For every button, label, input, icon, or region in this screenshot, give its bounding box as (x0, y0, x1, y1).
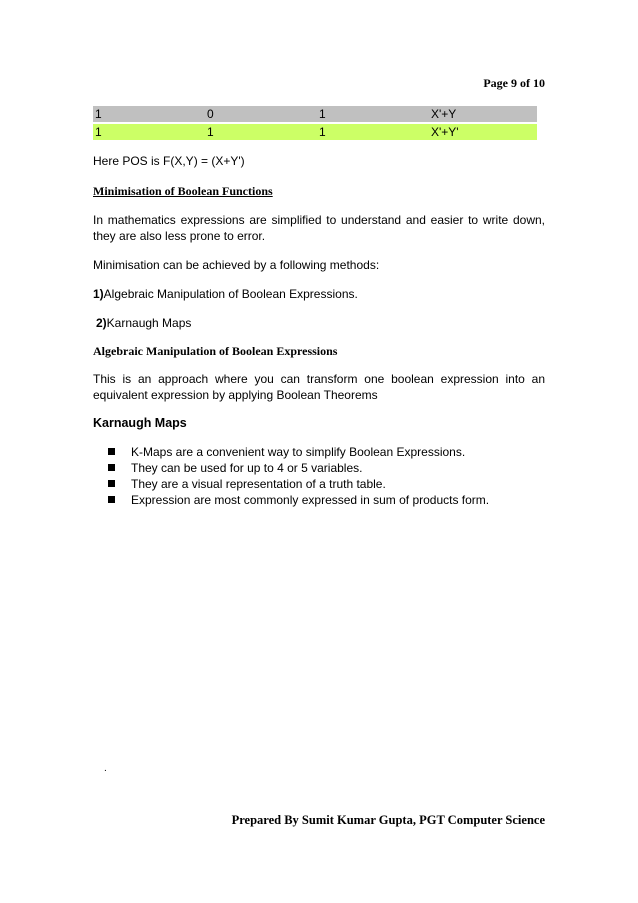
list-item: K-Maps are a convenient way to simplify Boolean Expressions. (107, 444, 489, 460)
table-cell: 1 (317, 106, 429, 122)
stray-mark: . (104, 763, 107, 774)
table-cell: 1 (317, 124, 429, 140)
section-heading-algebraic: Algebraic Manipulation of Boolean Expressions (93, 344, 338, 358)
method-number: 2) (96, 316, 107, 330)
table-cell: X'+Y' (429, 124, 537, 140)
method-item-1 (93, 286, 358, 302)
table-cell: 0 (205, 106, 317, 122)
square-bullet-icon (108, 464, 115, 471)
table-row (93, 106, 537, 122)
section-heading-karnaugh: Karnaugh Maps (93, 416, 187, 430)
list-item: They can be used for up to 4 or 5 variables. (107, 460, 489, 476)
method-label: Algebraic Manipulation of Boolean Expressions. (103, 287, 358, 301)
table-cell: 1 (93, 106, 205, 122)
method-label: Karnaugh Maps (106, 316, 192, 330)
method-item-2 (96, 315, 191, 331)
method-number: 1) (93, 287, 104, 301)
list-item: Expression are most commonly expressed in sum of products form. (107, 492, 489, 508)
paragraph-simplification: In mathematics expressions are simplified to understand and easier to write down, they are also less prone to error. (93, 213, 545, 243)
table-cell: 1 (205, 124, 317, 140)
page-number: Page 9 of 10 (483, 76, 545, 90)
square-bullet-icon (108, 496, 115, 503)
truth-table (93, 104, 537, 142)
table-cell: X'+Y (429, 106, 537, 122)
footer-credit: Prepared By Sumit Kumar Gupta, PGT Computer Science (231, 813, 545, 827)
pos-line: Here POS is F(X,Y) = (X+Y') (93, 154, 245, 168)
list-item: They are a visual representation of a truth table. (107, 476, 489, 492)
section-heading-minimisation: Minimisation of Boolean Functions (93, 184, 273, 198)
bullet-list (107, 444, 489, 508)
square-bullet-icon (108, 480, 115, 487)
paragraph-algebraic: This is an approach where you can transform one boolean expression into an equivalent expression by applying Boolean Theorems (93, 372, 545, 402)
paragraph-methods: Minimisation can be achieved by a following methods: (93, 258, 380, 272)
table-row (93, 124, 537, 140)
table-cell: 1 (93, 124, 205, 140)
square-bullet-icon (108, 448, 115, 455)
